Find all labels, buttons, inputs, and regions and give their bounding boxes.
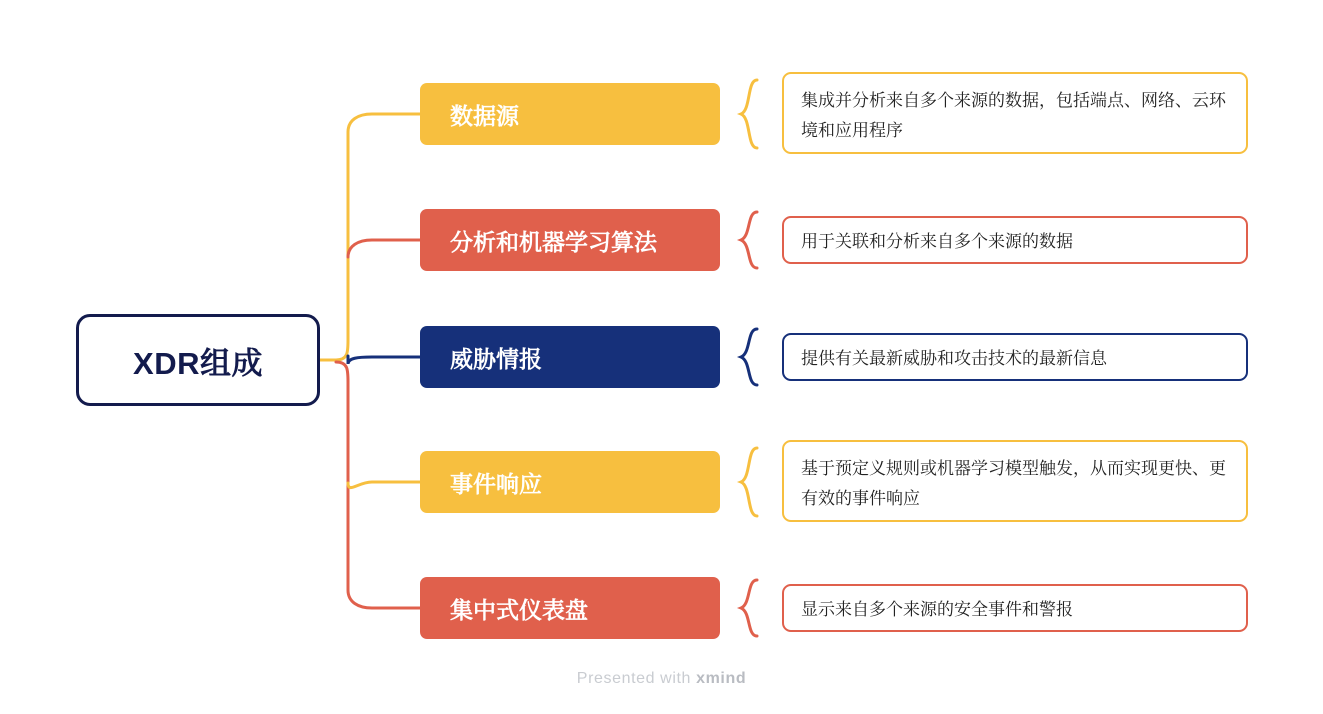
- branch-note-2[interactable]: [782, 333, 1248, 381]
- root-node-label: XDR组成: [133, 345, 263, 381]
- branch-label-text-2: 威胁情报: [450, 345, 542, 372]
- branch-label-2[interactable]: [420, 326, 720, 388]
- branch-label-text-3: 事件响应: [450, 470, 542, 497]
- branch-note-text-0: 集成并分析来自多个来源的数据，包括端点、网络、云环境和应用程序: [801, 91, 1226, 140]
- footer-credit: [0, 670, 1323, 688]
- branch-note-text-3: 基于预定义规则或机器学习模型触发，从而实现更快、更有效的事件响应: [801, 459, 1226, 508]
- root-node[interactable]: [76, 314, 320, 406]
- branch-label-4[interactable]: [420, 577, 720, 639]
- branch-note-1[interactable]: [782, 216, 1248, 264]
- xmind-brand: xmind: [696, 670, 747, 687]
- footer-prefix: Presented with: [576, 670, 697, 687]
- branch-label-3[interactable]: [420, 451, 720, 513]
- branch-note-0[interactable]: [782, 72, 1248, 154]
- branch-note-3[interactable]: [782, 440, 1248, 522]
- branch-label-text-4: 集中式仪表盘: [450, 596, 588, 623]
- branch-note-text-4: 显示来自多个来源的安全事件和警报: [801, 600, 1073, 619]
- branch-label-text-1: 分析和机器学习算法: [450, 228, 657, 255]
- branch-label-0[interactable]: [420, 83, 720, 145]
- branch-note-4[interactable]: [782, 584, 1248, 632]
- branch-label-1[interactable]: [420, 209, 720, 271]
- branch-note-text-1: 用于关联和分析来自多个来源的数据: [801, 232, 1073, 251]
- branch-note-text-2: 提供有关最新威胁和攻击技术的最新信息: [801, 349, 1107, 368]
- branch-label-text-0: 数据源: [450, 102, 519, 129]
